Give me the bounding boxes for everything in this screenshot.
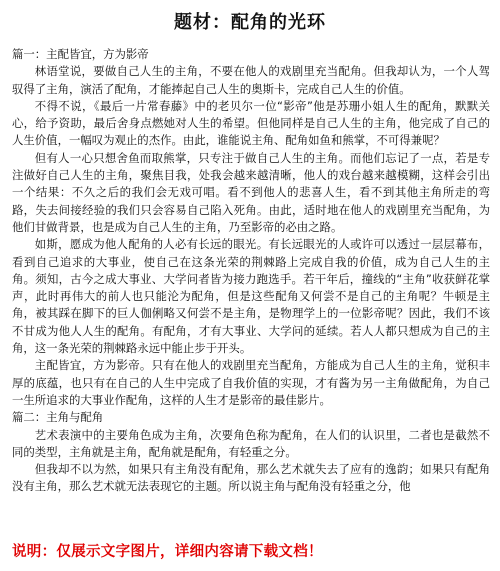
download-notice: 说明：仅展示文字图片，详细内容请下载文档！ xyxy=(12,544,323,560)
paragraph: 林语堂说，要做自己人生的主角，不要在他人的戏剧里充当配角。但我却认为，一个人驾驭得了主角，演活了配角，才能捧起自己人生的奥斯卡，完成自己人生的价值。 xyxy=(12,64,490,96)
section-heading: 篇二：主角与配角 xyxy=(12,410,104,425)
document-title: 题材：配角的光环 xyxy=(174,12,326,33)
document-body xyxy=(12,46,490,496)
paragraph: 主配皆宜，方为影帝。只有在他人的戏剧里充当配角，方能成为自己人生的主角，觉积丰厚的底蕴，也只有在自己的人生中完成了自我价值的实现，才有酱为另一主角做配角，为自己一生所追求的大事业作配角，这样的人生才是影帝的最佳影片。 xyxy=(12,358,490,407)
paragraph: 但有人一心只想舍鱼而取熊掌，只专注于做自己人生的主角。而他们忘记了一点，若是专注做好自己人生的主角，聚焦目我，处我会越来越清晰，他人的戏台越来越模糊，这样会引出一个结果：不久之后的我们会无戏可唱。看不到他人的悲喜人生，看不到其他主角所走的弯路，失去间接经验的我们只会容易自己陷入死角。由此，适时地在他人的戏剧里充当配角，为他们甘做背景，也是成为自己人生的主角，乃至影帝的必由之路。 xyxy=(12,150,490,234)
paragraph: 但我却不以为然，如果只有主角没有配角，那么艺术就失去了应有的逸韵；如果只有配角没有主角，那么艺术就无法表现它的主题。所以说主角与配角没有轻重之分，他 xyxy=(12,462,490,494)
paragraph: 如斯，愿成为他人配角的人必有长远的眼光。有长远眼光的人或许可以透过一层层幕布，看到自己追求的大事业，使自己在这条光荣的荆棘路上完成自我的价值，成为自己人生的主角。须知，古今之成大事业、大学问者皆为接力跑选手。若干年后，撞线的“主角”收获鲜花掌声，此时再伟大的前人也只能沦为配角，但是这些配角又何尝不是自己的主角呢？牛顿是主角，被其踩在脚下的巨人伽俐略又何尝不是主角，是物理学上的一位影帝呢？因此，我们不该不甘成为他人人生的配角。有配角，才有大事业、大学问的延续。若人人都只想成为自己的主角，这一条光荣的荆棘路永远中能止步于开头。 xyxy=(12,237,490,356)
section-heading: 篇一：主配皆宜，方为影帝 xyxy=(12,47,149,61)
paragraph: 不得不说，《最后一片常春藤》中的老贝尔一位“影帝”他是苏珊小姐人生的配角，默默关心，给予资助，最后舍身点燃她对人生的希望。但他同样是自己人生的主角，他完成了自己的人生价值，一幅叹为观止的杰作。由此，谁能说主角、配角如鱼和熊掌，不可得兼呢？ xyxy=(12,98,490,148)
paragraph: 艺术表演中的主要角色成为主角，次要角色称为配角，在人们的认识里，二者也是截然不同的类型，主角就是主角，配角就是配角，有轻重之分。 xyxy=(12,427,490,459)
